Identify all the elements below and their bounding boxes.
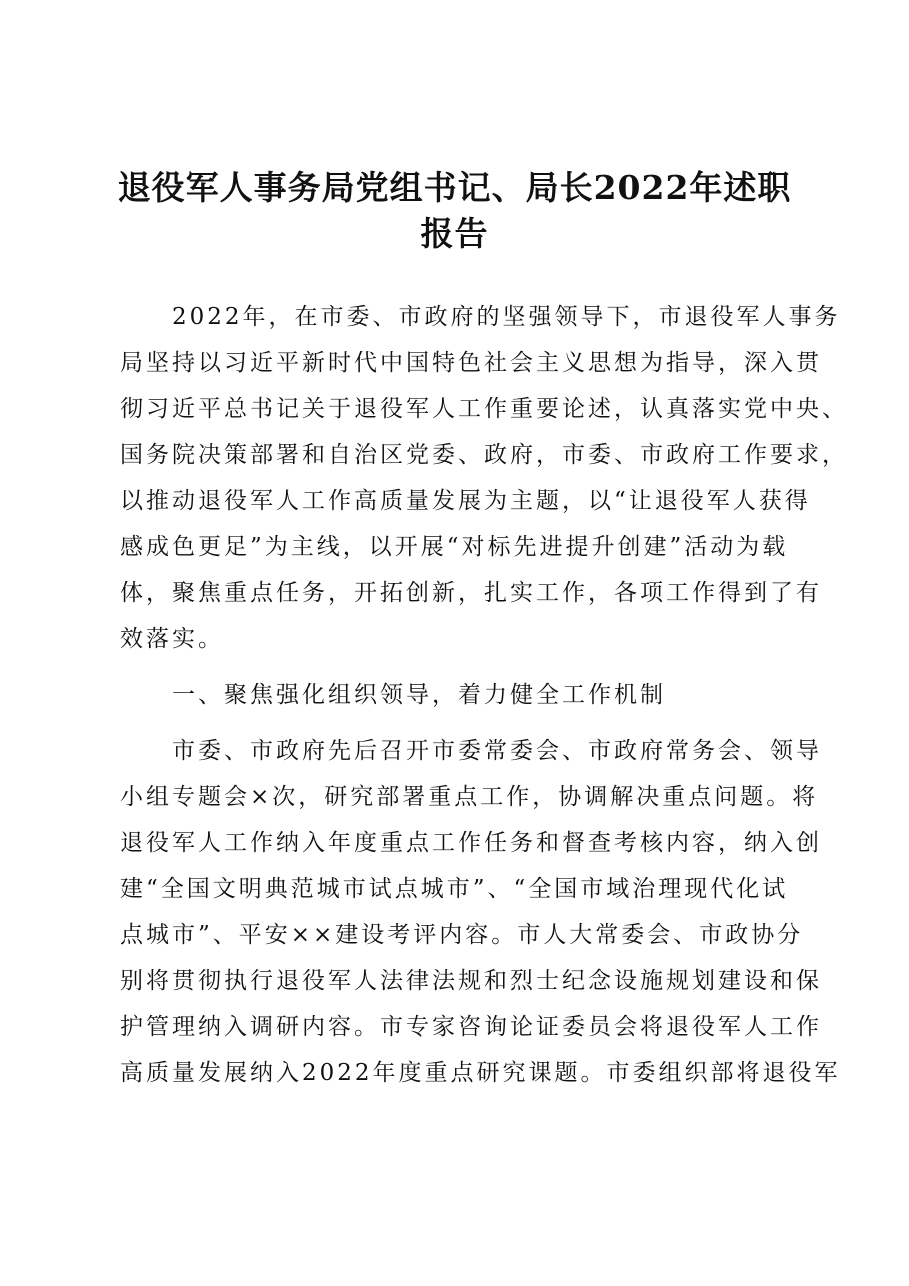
paragraph-intro-line-5: 以推动退役军人工作高质量发展为主题，以“让退役军人获得 [120, 488, 811, 514]
paragraph-section1-line-2: 小组专题会×次，研究部署重点工作，协调解决重点问题。将 [120, 784, 819, 810]
paragraph-intro-line-7: 体，聚焦重点任务，开拓创新，扎实工作，各项工作得到了有 [120, 580, 822, 606]
paragraph-section1-line-5: 点城市”、平安××建设考评内容。市人大常委会、市政协分 [120, 922, 804, 948]
paragraph-intro-line-4: 国务院决策部署和自治区党委、政府，市委、市政府工作要求， [120, 442, 848, 468]
paragraph-section1-line-6: 别将贯彻执行退役军人法律法规和烈士纪念设施规划建设和保 [120, 968, 822, 994]
document-title-line-2: 报告 [420, 214, 489, 253]
paragraph-intro-line-1: 2022年，在市委、市政府的坚强领导下，市退役军人事务 [172, 304, 841, 330]
paragraph-section1-line-8: 高质量发展纳入2022年度重点研究课题。市委组织部将退役军 [120, 1060, 841, 1086]
document-title-line-1: 退役军人事务局党组书记、局长2022年述职 [117, 168, 792, 207]
paragraph-section1-line-4: 建“全国文明典范城市试点城市”、“全国市域治理现代化试 [120, 876, 789, 902]
paragraph-section1-line-1: 市委、市政府先后召开市委常委会、市政府常务会、领导 [172, 738, 822, 764]
paragraph-intro-line-3: 彻习近平总书记关于退役军人工作重要论述，认真落实党中央、 [120, 396, 848, 422]
paragraph-intro-line-8: 效落实。 [120, 626, 224, 652]
paragraph-intro-line-2: 局坚持以习近平新时代中国特色社会主义思想为指导，深入贯 [120, 350, 822, 376]
paragraph-section1-line-3: 退役军人工作纳入年度重点工作任务和督查考核内容，纳入创 [120, 830, 822, 856]
section-heading-1: 一、聚焦强化组织领导，着力健全工作机制 [172, 682, 666, 708]
paragraph-section1-line-7: 护管理纳入调研内容。市专家咨询论证委员会将退役军人工作 [120, 1014, 822, 1040]
paragraph-intro-line-6: 感成色更足”为主线，以开展“对标先进提升创建”活动为载 [120, 534, 789, 560]
